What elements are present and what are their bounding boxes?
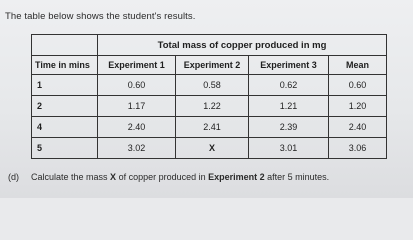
table-cell: 0.58 xyxy=(176,75,249,96)
table-cell: 2.39 xyxy=(249,117,329,138)
table-cell: 2.41 xyxy=(176,117,249,138)
table-cell: 0.60 xyxy=(98,75,176,96)
column-header-experiment-3: Experiment 3 xyxy=(249,56,329,75)
question-text-2: of copper produced in xyxy=(116,172,209,182)
time-cell: 4 xyxy=(32,117,98,138)
group-header: Total mass of copper produced in mg xyxy=(98,35,387,56)
unknown-x-cell: X xyxy=(176,138,249,159)
question-label: (d) xyxy=(8,172,19,182)
table-corner-cell xyxy=(32,35,98,56)
table-row xyxy=(32,75,387,96)
table-cell: 2.40 xyxy=(98,117,176,138)
question-d xyxy=(8,172,329,182)
table-group-header-row xyxy=(32,35,387,56)
intro-text: The table below shows the student's results. xyxy=(5,11,196,22)
table-cell: 1.22 xyxy=(176,96,249,117)
table-row xyxy=(32,96,387,117)
table-row xyxy=(32,138,387,159)
column-header-experiment-2: Experiment 2 xyxy=(176,56,249,75)
column-header-time: Time in mins xyxy=(32,56,98,75)
table-cell: 3.06 xyxy=(329,138,387,159)
time-cell: 5 xyxy=(32,138,98,159)
results-table xyxy=(31,34,387,159)
table-cell: 1.21 xyxy=(249,96,329,117)
table-row xyxy=(32,117,387,138)
table-cell: 0.60 xyxy=(329,75,387,96)
question-variable: X xyxy=(110,172,117,182)
column-header-experiment-1: Experiment 1 xyxy=(98,56,176,75)
table-cell: 3.02 xyxy=(98,138,176,159)
time-cell: 2 xyxy=(32,96,98,117)
column-header-mean: Mean xyxy=(329,56,387,75)
table-cell: 0.62 xyxy=(249,75,329,96)
question-text-3: after 5 minutes. xyxy=(264,172,330,182)
question-experiment: Experiment 2 xyxy=(208,172,265,182)
table-column-header-row xyxy=(32,56,387,75)
table-cell: 1.20 xyxy=(329,96,387,117)
table-cell: 3.01 xyxy=(249,138,329,159)
table-cell: 1.17 xyxy=(98,96,176,117)
time-cell: 1 xyxy=(32,75,98,96)
table-cell: 2.40 xyxy=(329,117,387,138)
question-text-1: Calculate the mass xyxy=(31,172,111,182)
